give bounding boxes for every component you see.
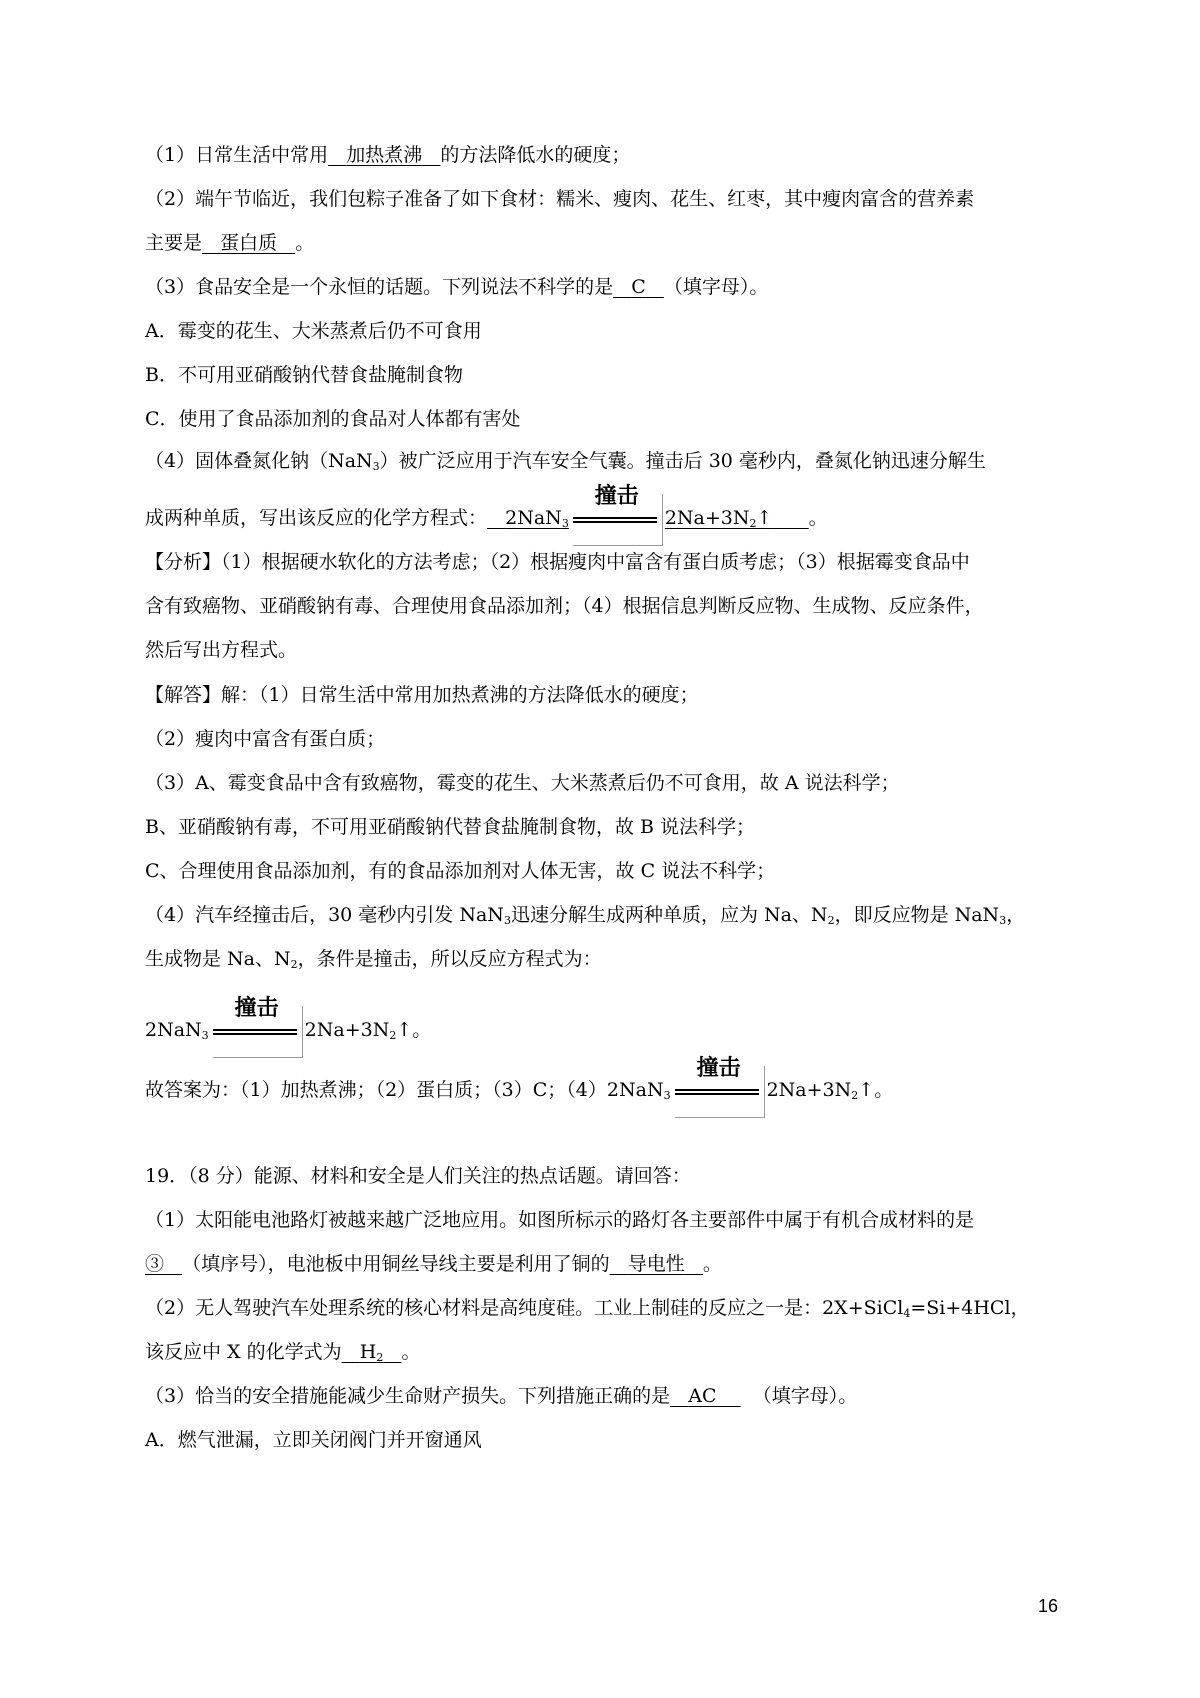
q18-part3-answer: C — [631, 276, 646, 298]
q19-title: 19．（8 分）能源、材料和安全是人们关注的热点话题。请回答： — [145, 1165, 691, 1187]
q18-part3: （3）食品安全是一个永恒的话题。下列说法不科学的是 C （填字母）。 — [145, 276, 769, 298]
solution-line7: 生成物是 Na、$N_2$，条件是撞击，所以反应方程式为： — [145, 948, 602, 971]
q18-part1-text: （1）日常生活中常用 — [145, 144, 329, 166]
q19-part3: （3）恰当的安全措施能减少生命财产损失。下列措施正确的是 AC （填字母）。 — [145, 1385, 858, 1407]
solution-line2: （2）瘦肉中富含有蛋白质； — [145, 728, 386, 750]
solution-line3: （3）A、霉变食品中含有致癌物，霉变的花生、大米蒸煮后仍不可食用，故 A 说法科学； — [145, 772, 900, 794]
analysis-line3: 然后写出方程式。 — [145, 639, 298, 661]
q19-part1-line1: （1）太阳能电池路灯被越来越广泛地应用。如图所标示的路灯各主要部件中属于有机合成材料的是 — [145, 1209, 975, 1231]
q18-part4-answer-equation: 2NaN$_3$ 撞击 $2Na+3N_2↑$ — [487, 507, 809, 529]
solution-line1: 【解答】解：（1）日常生活中常用加热煮沸的方法降低水的硬度； — [145, 684, 699, 706]
q19-part2-answer: $H_2$ — [359, 1341, 384, 1364]
solution-line5: C、合理使用食品添加剂，有的食品添加剂对人体无害，故 C 说法不科学； — [145, 860, 776, 882]
q18-part4-line2: 成两种单质，写出该反应的化学方程式： 2NaN$_3$ 撞击 $2Na+3N_2↑$ 。 — [145, 490, 828, 546]
q19-part1-answer1: ③ — [145, 1253, 165, 1275]
solution-line4: B、亚硝酸钠有毒，不可用亚硝酸钠代替食盐腌制食物，故 B 说法科学； — [145, 816, 756, 838]
solution-equation: 2NaN$_3$ 撞击 $2Na+3N_2↑$。 — [145, 1002, 431, 1058]
q18-part2-line2: 主要是 蛋白质 。 — [145, 232, 315, 254]
solution-line6: （4）汽车经撞击后，30 毫秒内引发 NaN$_3$迅速分解生成两种单质，应为 Na、$N_2$，即反应物是 NaN$_3$， — [145, 904, 1026, 927]
q18-option-c: C．使用了食品添加剂的食品对人体都有害处 — [145, 408, 521, 430]
reaction-condition: 撞击 — [571, 490, 663, 546]
reaction-condition: 撞击 — [673, 1062, 765, 1118]
q18-part4-line1: （4）固体叠氮化钠（NaN$_3$）被广泛应用于汽车安全气囊。撞击后 30 毫秒内，叠氮化钠迅速分解生 — [145, 450, 986, 473]
q19-part3-answer: AC — [688, 1385, 717, 1407]
q18-part2-line1: （2）端午节临近，我们包粽子准备了如下食材：糯米、瘦肉、花生、红枣，其中瘦肉富含的营养素 — [145, 188, 975, 210]
q18-option-b: B．不可用亚硝酸钠代替食盐腌制食物 — [145, 364, 463, 386]
q19-option-a: A．燃气泄漏，立即关闭阀门并开窗通风 — [145, 1429, 482, 1451]
q18-part1-answer: 加热煮沸 — [346, 144, 423, 166]
q19-part2-line2: 该反应中 X 的化学式为 $H_2$ 。 — [145, 1341, 421, 1364]
q18-option-a: A．霉变的花生、大米蒸煮后仍不可食用 — [145, 320, 482, 342]
q18-part2-answer: 蛋白质 — [220, 232, 278, 254]
analysis-line2: 含有致癌物、亚硝酸钠有毒、合理使用食品添加剂；（4）根据信息判断反应物、生成物、反应条件， — [145, 595, 984, 617]
analysis-line1: 【分析】（1）根据硬水软化的方法考虑；（2）根据瘦肉中富含有蛋白质考虑；（3）根据霉变食品中 — [145, 551, 970, 573]
q19-part2-line1: （2）无人驾驶汽车处理系统的核心材料是高纯度硅。工业上制硅的反应之一是：2X+SiCl$_4$=Si+4HCl， — [145, 1297, 1030, 1320]
page-number: 16 — [1038, 1596, 1059, 1616]
q19-part1-line2: ③ （填序号），电池板中用铜丝导线主要是利用了铜的 导电性 。 — [145, 1253, 722, 1275]
q19-part1-answer2: 导电性 — [627, 1253, 685, 1275]
reaction-condition: 撞击 — [211, 1002, 303, 1058]
q18-part1: （1）日常生活中常用 加热煮沸 的方法降低水的硬度； — [145, 144, 631, 166]
final-answer: 故答案为：（1）加热煮沸；（2）蛋白质；（3）C；（4）2NaN$_3$ 撞击 $2Na+3N_2↑$。 — [145, 1062, 893, 1118]
